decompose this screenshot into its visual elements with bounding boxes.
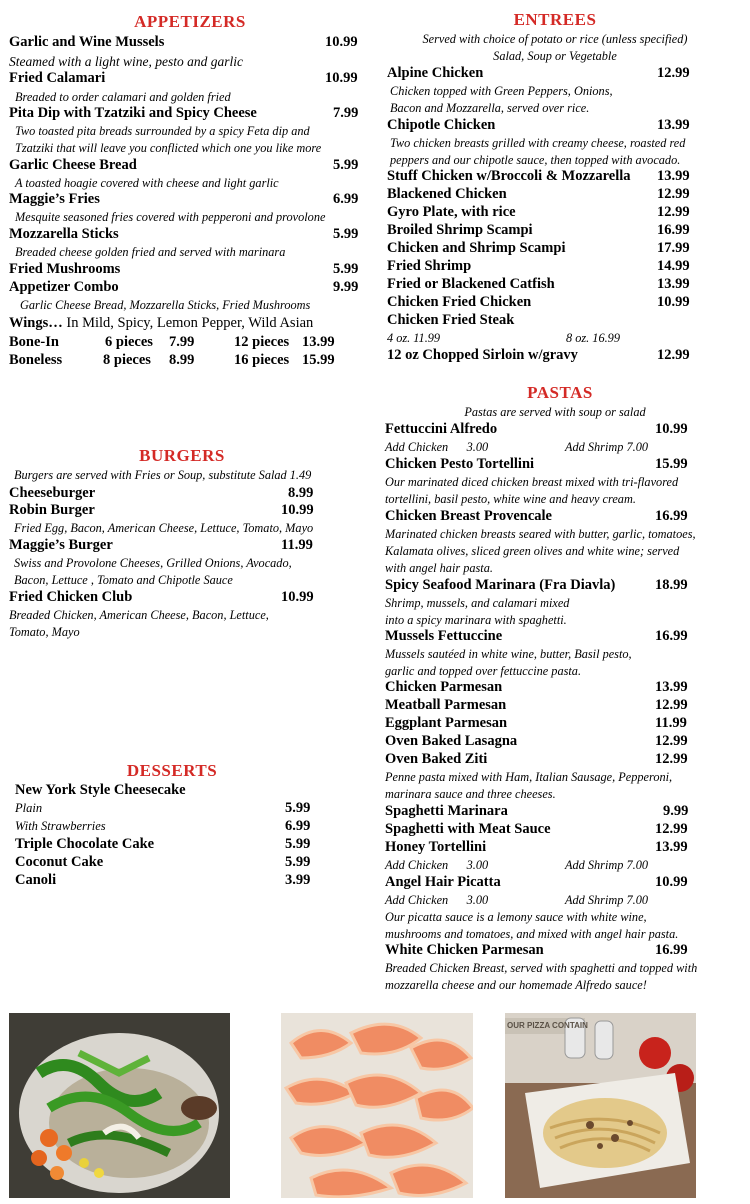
item-description: Chicken topped with Green Peppers, Onions, xyxy=(390,84,613,98)
item-price: 10.99 xyxy=(657,294,690,310)
item-name: Broiled Shrimp Scampi xyxy=(387,222,533,238)
item-description-cont: tortellini, basil pesto, white wine and heavy cream. xyxy=(385,492,636,506)
item-name: Fried Shrimp xyxy=(387,258,472,274)
chicken-vegetables-photo xyxy=(9,1013,230,1198)
item-price: 10.99 xyxy=(281,589,314,605)
item-price: 16.99 xyxy=(655,628,688,644)
item-name: Plain xyxy=(15,801,43,815)
pasta-photo xyxy=(505,1013,696,1198)
appetizers-heading: APPETIZERS xyxy=(134,12,246,31)
item-price: 9.99 xyxy=(333,279,359,295)
item-description: Breaded cheese golden fried and served with marinara xyxy=(15,245,286,259)
item-description: Steamed with a light wine, pesto and garlic xyxy=(9,54,243,69)
item-name: Fried or Blackened Catfish xyxy=(387,276,555,292)
desserts-heading: DESSERTS xyxy=(126,761,218,780)
item-description-cont: with angel hair pasta. xyxy=(385,561,493,575)
item-name: Meatball Parmesan xyxy=(385,697,507,713)
item-price: 12.99 xyxy=(655,733,688,749)
add-shrimp: Add Shrimp 7.00 xyxy=(565,893,649,907)
item-name: Chicken Fried Chicken xyxy=(387,294,532,310)
item-price: 12.99 xyxy=(657,347,690,363)
item-description: Two chicken breasts grilled with creamy cheese, roasted red xyxy=(390,136,686,150)
item-price: 16.99 xyxy=(655,942,688,958)
item-price: 12.99 xyxy=(657,186,690,202)
shrimp-photo xyxy=(281,1013,473,1198)
item-price: 5.99 xyxy=(333,261,359,277)
wings-count: 16 pieces xyxy=(234,352,290,368)
item-name: Chicken Pesto Tortellini xyxy=(385,456,535,472)
item-name: Robin Burger xyxy=(9,502,95,518)
item-description-cont: Tzatziki that will leave you conflicted which one you like more xyxy=(15,141,322,155)
item-name: Appetizer Combo xyxy=(9,279,119,295)
add-chicken: Add Chicken 3.00 xyxy=(385,440,489,454)
item-description: Fried Egg, Bacon, American Cheese, Lettuce, Tomato, Mayo xyxy=(14,521,314,535)
item-name: Canoli xyxy=(15,872,57,888)
item-price: 6.99 xyxy=(285,818,311,834)
item-price: 12.99 xyxy=(655,821,688,837)
item-price: 10.99 xyxy=(325,70,358,86)
item-description-cont: into a spicy marinara with spaghetti. xyxy=(385,613,567,627)
entrees-heading: ENTREES xyxy=(513,10,597,29)
item-name: Stuff Chicken w/Broccoli & Mozzarella xyxy=(387,168,631,184)
wings-price: 7.99 xyxy=(169,334,195,350)
item-name: Fettuccini Alfredo xyxy=(385,421,498,437)
item-price: 11.99 xyxy=(655,715,687,731)
item-name: White Chicken Parmesan xyxy=(385,942,544,958)
item-price: 5.99 xyxy=(333,226,359,242)
item-price: 5.99 xyxy=(333,157,359,173)
item-name: Pita Dip with Tzatziki and Spicy Cheese xyxy=(9,105,257,121)
add-chicken: Add Chicken 3.00 xyxy=(385,893,489,907)
pizza-sign-text: OUR PIZZA CONTAIN xyxy=(507,1021,588,1030)
item-name: 12 oz Chopped Sirloin w/gravy xyxy=(387,347,578,363)
item-price: 9.99 xyxy=(663,803,689,819)
item-name: Chicken Parmesan xyxy=(385,679,503,695)
wings-type: Bone-In xyxy=(9,334,59,350)
item-price: 16.99 xyxy=(657,222,690,238)
item-price: 15.99 xyxy=(655,456,688,472)
wings-label: Wings… xyxy=(9,315,63,331)
item-price: 14.99 xyxy=(657,258,690,274)
item-name: Spaghetti with Meat Sauce xyxy=(385,821,551,837)
item-description: Breaded to order calamari and golden fried xyxy=(15,90,231,104)
item-description-cont: Bacon and Mozzarella, served over rice. xyxy=(390,101,590,115)
item-price: 17.99 xyxy=(657,240,690,256)
item-name: Blackened Chicken xyxy=(387,186,507,202)
item-description: Mesquite seasoned fries covered with pepperoni and provolone xyxy=(15,210,326,224)
item-price: 10.99 xyxy=(281,502,314,518)
item-name: Oven Baked Lasagna xyxy=(385,733,518,749)
item-name: Chicken and Shrimp Scampi xyxy=(387,240,566,256)
item-price: 13.99 xyxy=(657,276,690,292)
item-name: Maggie’s Fries xyxy=(9,191,100,207)
item-description: A toasted hoagie covered with cheese and light garlic xyxy=(15,176,279,190)
item-description: Garlic Cheese Bread, Mozzarella Sticks, Fried Mushrooms xyxy=(20,298,311,312)
add-shrimp: Add Shrimp 7.00 xyxy=(565,440,649,454)
item-description-cont: garlic and topped over fettuccine pasta. xyxy=(385,664,582,678)
item-description-cont: marinara sauce and three cheeses. xyxy=(385,787,556,801)
wings-count: 8 pieces xyxy=(103,352,151,368)
item-price: 12.99 xyxy=(657,65,690,81)
item-price: 12.99 xyxy=(657,204,690,220)
item-price: 16.99 xyxy=(655,508,688,524)
item-name: Garlic Cheese Bread xyxy=(9,157,137,173)
item-name: Fried Calamari xyxy=(9,70,106,86)
wings-price: 15.99 xyxy=(302,352,335,368)
item-name: Angel Hair Picatta xyxy=(385,874,501,890)
item-description-cont: mushrooms and tomatoes, and mixed with angel hair pasta. xyxy=(385,927,679,941)
steak-8oz: 8 oz. 16.99 xyxy=(566,331,620,345)
add-chicken: Add Chicken 3.00 xyxy=(385,858,489,872)
item-description: Two toasted pita breads surrounded by a spicy Feta dip and xyxy=(15,124,310,138)
wings-flavors: In Mild, Spicy, Lemon Pepper, Wild Asian xyxy=(66,315,314,331)
pastas-note: Pastas are served with soup or salad xyxy=(464,405,646,419)
item-name: Eggplant Parmesan xyxy=(385,715,508,731)
item-price: 11.99 xyxy=(281,537,313,553)
item-description: Marinated chicken breasts seared with butter, garlic, tomatoes, xyxy=(385,527,696,541)
item-name: New York Style Cheesecake xyxy=(15,782,186,798)
item-name: Mozzarella Sticks xyxy=(9,226,119,242)
item-name: Alpine Chicken xyxy=(387,65,484,81)
entrees-note: Served with choice of potato or rice (unless specified) xyxy=(422,32,688,46)
item-description: Penne pasta mixed with Ham, Italian Sausage, Pepperoni, xyxy=(385,770,673,784)
item-description-cont: Bacon, Lettuce , Tomato and Chipotle Sauce xyxy=(14,573,233,587)
burgers-heading: BURGERS xyxy=(139,446,225,465)
item-name: Garlic and Wine Mussels xyxy=(9,34,165,50)
item-price: 13.99 xyxy=(655,679,688,695)
item-description: Breaded Chicken, American Cheese, Bacon, Lettuce, xyxy=(9,608,269,622)
wings-row xyxy=(9,315,364,332)
item-price: 5.99 xyxy=(285,854,311,870)
item-name: Coconut Cake xyxy=(15,854,104,870)
item-price: 6.99 xyxy=(333,191,359,207)
item-name: Honey Tortellini xyxy=(385,839,487,855)
item-price: 10.99 xyxy=(655,421,688,437)
item-name: Oven Baked Ziti xyxy=(385,751,488,767)
item-description: Breaded Chicken Breast, served with spaghetti and topped with xyxy=(385,961,698,975)
item-name: Gyro Plate, with rice xyxy=(387,204,516,220)
add-shrimp: Add Shrimp 7.00 xyxy=(565,858,649,872)
item-name: Maggie’s Burger xyxy=(9,537,113,553)
item-description-cont: peppers and our chipotle sauce, then topped with avocado. xyxy=(390,153,681,167)
item-price: 10.99 xyxy=(655,874,688,890)
item-price: 5.99 xyxy=(285,800,311,816)
item-description: Our marinated diced chicken breast mixed with tri-flavored xyxy=(385,475,679,489)
item-name: Mussels Fettuccine xyxy=(385,628,503,644)
item-description: Shrimp, mussels, and calamari mixed xyxy=(385,596,570,610)
item-price: 12.99 xyxy=(655,751,688,767)
item-description: Mussels sautéed in white wine, butter, Basil pesto, xyxy=(385,647,632,661)
item-price: 13.99 xyxy=(655,839,688,855)
wings-type: Boneless xyxy=(9,352,63,368)
item-price: 8.99 xyxy=(288,485,314,501)
item-price: 7.99 xyxy=(333,105,359,121)
item-name: Fried Mushrooms xyxy=(9,261,121,277)
item-description-cont: mozzarella cheese and our homemade Alfredo sauce! xyxy=(385,978,647,992)
wings-count: 12 pieces xyxy=(234,334,290,350)
item-name: Spaghetti Marinara xyxy=(385,803,508,819)
wings-price: 8.99 xyxy=(169,352,195,368)
item-price: 5.99 xyxy=(285,836,311,852)
burgers-note: Burgers are served with Fries or Soup, substitute Salad 1.49 xyxy=(14,468,312,482)
wings-price: 13.99 xyxy=(302,334,335,350)
item-description: Our picatta sauce is a lemony sauce with white wine, xyxy=(385,910,647,924)
item-description: Swiss and Provolone Cheeses, Grilled Onions, Avocado, xyxy=(14,556,292,570)
wings-count: 6 pieces xyxy=(105,334,153,350)
item-price: 3.99 xyxy=(285,872,311,888)
item-name: Fried Chicken Club xyxy=(9,589,133,605)
pastas-heading: PASTAS xyxy=(527,383,593,402)
item-name: Spicy Seafood Marinara (Fra Diavla) xyxy=(385,577,616,593)
item-price: 13.99 xyxy=(657,168,690,184)
entrees-note: Salad, Soup or Vegetable xyxy=(493,49,617,63)
item-name: Triple Chocolate Cake xyxy=(15,836,155,852)
item-name: Chicken Breast Provencale xyxy=(385,508,552,524)
item-description-cont: Kalamata olives, sliced green olives and white wine; served xyxy=(385,544,680,558)
item-price: 12.99 xyxy=(655,697,688,713)
item-price: 10.99 xyxy=(325,34,358,50)
item-price: 13.99 xyxy=(657,117,690,133)
item-description-cont: Tomato, Mayo xyxy=(9,625,80,639)
item-name: Chipotle Chicken xyxy=(387,117,496,133)
item-name: Cheeseburger xyxy=(9,485,96,501)
steak-4oz: 4 oz. 11.99 xyxy=(387,331,441,345)
item-price: 18.99 xyxy=(655,577,688,593)
item-name: Chicken Fried Steak xyxy=(387,312,515,328)
item-name: With Strawberries xyxy=(15,819,106,833)
